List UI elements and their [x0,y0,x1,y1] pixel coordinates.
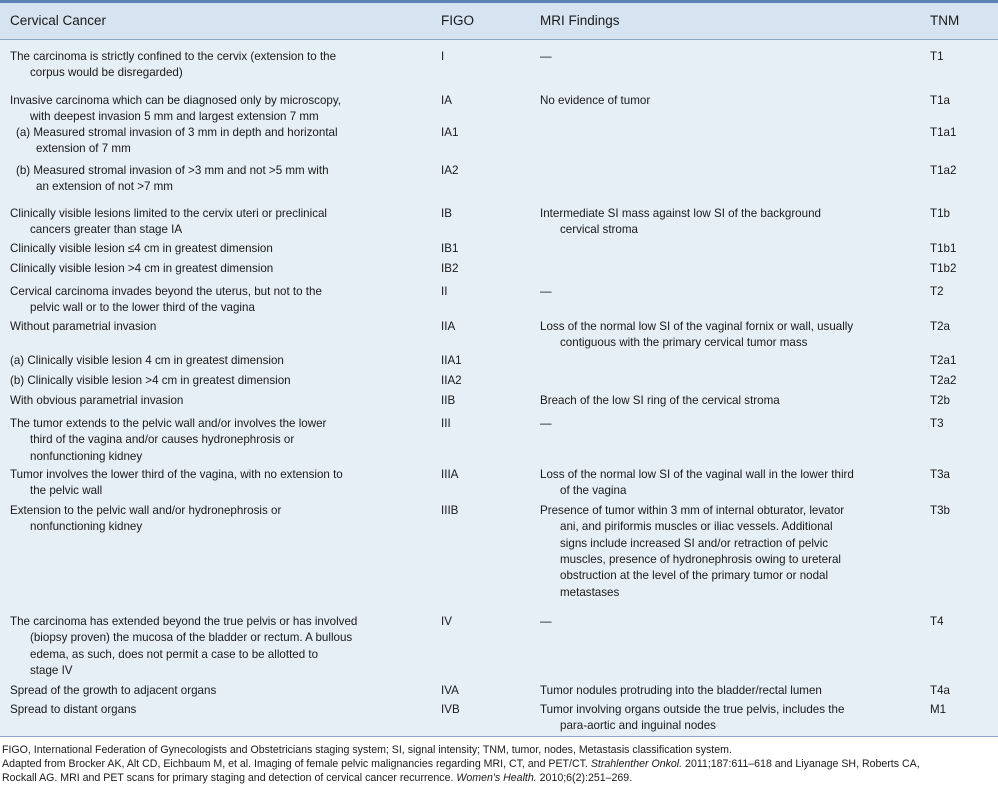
cell-tnm: T3b [930,504,950,517]
cell-figo: IIB [441,394,456,407]
cell-tnm: T1b1 [930,242,957,255]
cell-mri-finding: — [540,285,552,298]
ref-text: 2011;187:611–618 and Liyanage SH, Roberts CA, [685,758,920,770]
cell-description: The carcinoma is strictly confined to the cervix (extension to the [10,50,337,63]
table-bottom-divider [0,736,998,737]
cell-description: Clinically visible lesion >4 cm in greatest dimension [10,262,274,275]
cell-mri-finding: Loss of the normal low SI of the vaginal fornix or wall, usually [540,320,854,333]
cell-description: third of the vagina and/or causes hydronephrosis or [30,433,295,447]
cell-description: The tumor extends to the pelvic wall and/or involves the lower [10,417,327,430]
cell-description: corpus would be disregarded) [30,66,183,80]
cell-figo: IIA1 [441,354,462,367]
cell-mri-finding: Intermediate SI mass against low SI of the background [540,207,821,220]
cell-description: Without parametrial invasion [10,320,157,333]
cell-figo: IVA [441,684,459,697]
cell-description: nonfunctioning kidney [30,520,143,534]
ref-text: 2010;6(2):251–269. [539,772,633,784]
cell-tnm: T2b [930,394,950,407]
cell-mri-finding: — [540,615,552,628]
cell-mri-finding: obstruction at the level of the primary tumor or nodal [560,569,829,583]
cell-tnm: T1 [930,50,944,63]
cell-description: Tumor involves the lower third of the vagina, with no extension to [10,468,343,481]
table-header [0,3,998,39]
cell-description: Extension to the pelvic wall and/or hydronephrosis or [10,504,282,517]
ref-journal: Strahlenther Onkol. [590,758,683,770]
header-mri-findings: MRI Findings [540,13,620,28]
cell-figo: IIIA [441,468,459,481]
cell-mri-finding: signs include increased SI and/or retraction of pelvic [560,536,829,550]
cell-description: an extension of not >7 mm [36,180,173,194]
cell-tnm: T2 [930,285,944,298]
cell-mri-finding: Tumor involving organs outside the true pelvis, includes the [540,703,845,716]
cell-mri-finding: Breach of the low SI ring of the cervical stroma [540,394,780,407]
ref-text: Rockall AG. MRI and PET scans for primary staging and detection of cervical cancer recurrence. [2,772,454,784]
cell-description: cancers greater than stage IA [30,223,183,237]
header-figo: FIGO [441,13,474,28]
cell-figo: IB2 [441,262,459,275]
cell-tnm: T2a1 [930,354,957,367]
cell-mri-finding: muscles, presence of hydronephrosis owing to ureteral [560,552,841,566]
cell-tnm: M1 [930,703,947,716]
cell-description: Clinically visible lesions limited to the cervix uteri or preclinical [10,207,328,220]
cell-description: With obvious parametrial invasion [10,394,184,407]
cell-description: stage IV [30,663,73,677]
cell-description: with deepest invasion 5 mm and largest extension 7 mm [30,110,319,124]
ref-journal: Women's Health. [456,772,537,784]
cell-mri-finding: — [540,417,552,430]
cell-figo: IA2 [441,164,459,177]
cell-description: (b) Clinically visible lesion >4 cm in greatest dimension [10,374,291,387]
cell-figo: III [441,417,451,430]
cell-mri-finding: metastases [560,585,620,599]
cell-description: (b) Measured stromal invasion of >3 mm and not >5 mm with [16,164,329,177]
cell-tnm: T2a2 [930,374,957,387]
cell-description: Spread to distant organs [10,703,137,716]
cell-mri-finding: No evidence of tumor [540,94,651,107]
cell-mri-finding: Tumor nodules protruding into the bladder/rectal lumen [540,684,822,697]
ref-text: Adapted from Brocker AK, Alt CD, Eichbaum M, et al. Imaging of female pelvic malignancies regarding MRI, CT, and PET/CT. [2,758,588,770]
header-tnm: TNM [930,13,960,28]
cell-description: Clinically visible lesion ≤4 cm in greatest dimension [10,242,273,255]
footnote-reference-line-2 [2,772,632,786]
cell-mri-finding: — [540,50,552,63]
cell-mri-finding: Loss of the normal low SI of the vaginal wall in the lower third [540,468,854,481]
cell-figo: IV [441,615,452,628]
cell-description: The carcinoma has extended beyond the true pelvis or has involved [10,615,358,628]
footnote-reference-line-1 [2,758,920,772]
cell-figo: IA [441,94,452,107]
cell-description: the pelvic wall [30,484,103,498]
cell-tnm: T1a1 [930,126,957,139]
cell-description: Invasive carcinoma which can be diagnosed only by microscopy, [10,94,342,107]
cell-tnm: T4a [930,684,950,697]
cell-figo: IIIB [441,504,459,517]
cell-figo: I [441,50,445,63]
cell-figo: IA1 [441,126,459,139]
cell-figo: II [441,285,448,298]
cell-description: extension of 7 mm [36,142,131,156]
cell-tnm: T2a [930,320,950,333]
cell-figo: IIA [441,320,456,333]
cell-mri-finding: para-aortic and inguinal nodes [560,719,716,733]
cell-description: (a) Measured stromal invasion of 3 mm in depth and horizontal [16,126,338,139]
cell-figo: IIA2 [441,374,462,387]
cell-figo: IB1 [441,242,459,255]
cell-tnm: T3a [930,468,950,481]
cell-tnm: T1a [930,94,950,107]
cell-figo: IB [441,207,452,220]
cell-mri-finding: cervical stroma [560,223,638,237]
cell-description: nonfunctioning kidney [30,449,143,463]
footnote-abbreviations: FIGO, International Federation of Gynecologists and Obstetricians staging system; SI, signal intensity; TNM, tumor, nodes, Metastasis classification system. [2,744,732,756]
cell-description: (a) Clinically visible lesion 4 cm in greatest dimension [10,354,284,367]
cell-mri-finding: contiguous with the primary cervical tumor mass [560,336,808,350]
cell-description: (biopsy proven) the mucosa of the bladder or rectum. A bullous [30,631,353,645]
cell-tnm: T4 [930,615,944,628]
cell-mri-finding: ani, and piriformis muscles or iliac vessels. Additional [560,520,833,534]
cell-description: Cervical carcinoma invades beyond the uterus, but not to the [10,285,322,298]
cell-tnm: T1b [930,207,950,220]
cell-tnm: T1a2 [930,164,957,177]
cell-description: edema, as such, does not permit a case to be allotted to [30,647,319,661]
cell-tnm: T3 [930,417,944,430]
cell-figo: IVB [441,703,460,716]
header-cervical-cancer: Cervical Cancer [10,13,107,28]
cell-mri-finding: of the vagina [560,484,627,498]
cell-mri-finding: Presence of tumor within 3 mm of internal obturator, levator [540,504,845,517]
cell-description: pelvic wall or to the lower third of the vagina [30,301,255,315]
cell-description: Spread of the growth to adjacent organs [10,684,217,697]
cell-tnm: T1b2 [930,262,957,275]
